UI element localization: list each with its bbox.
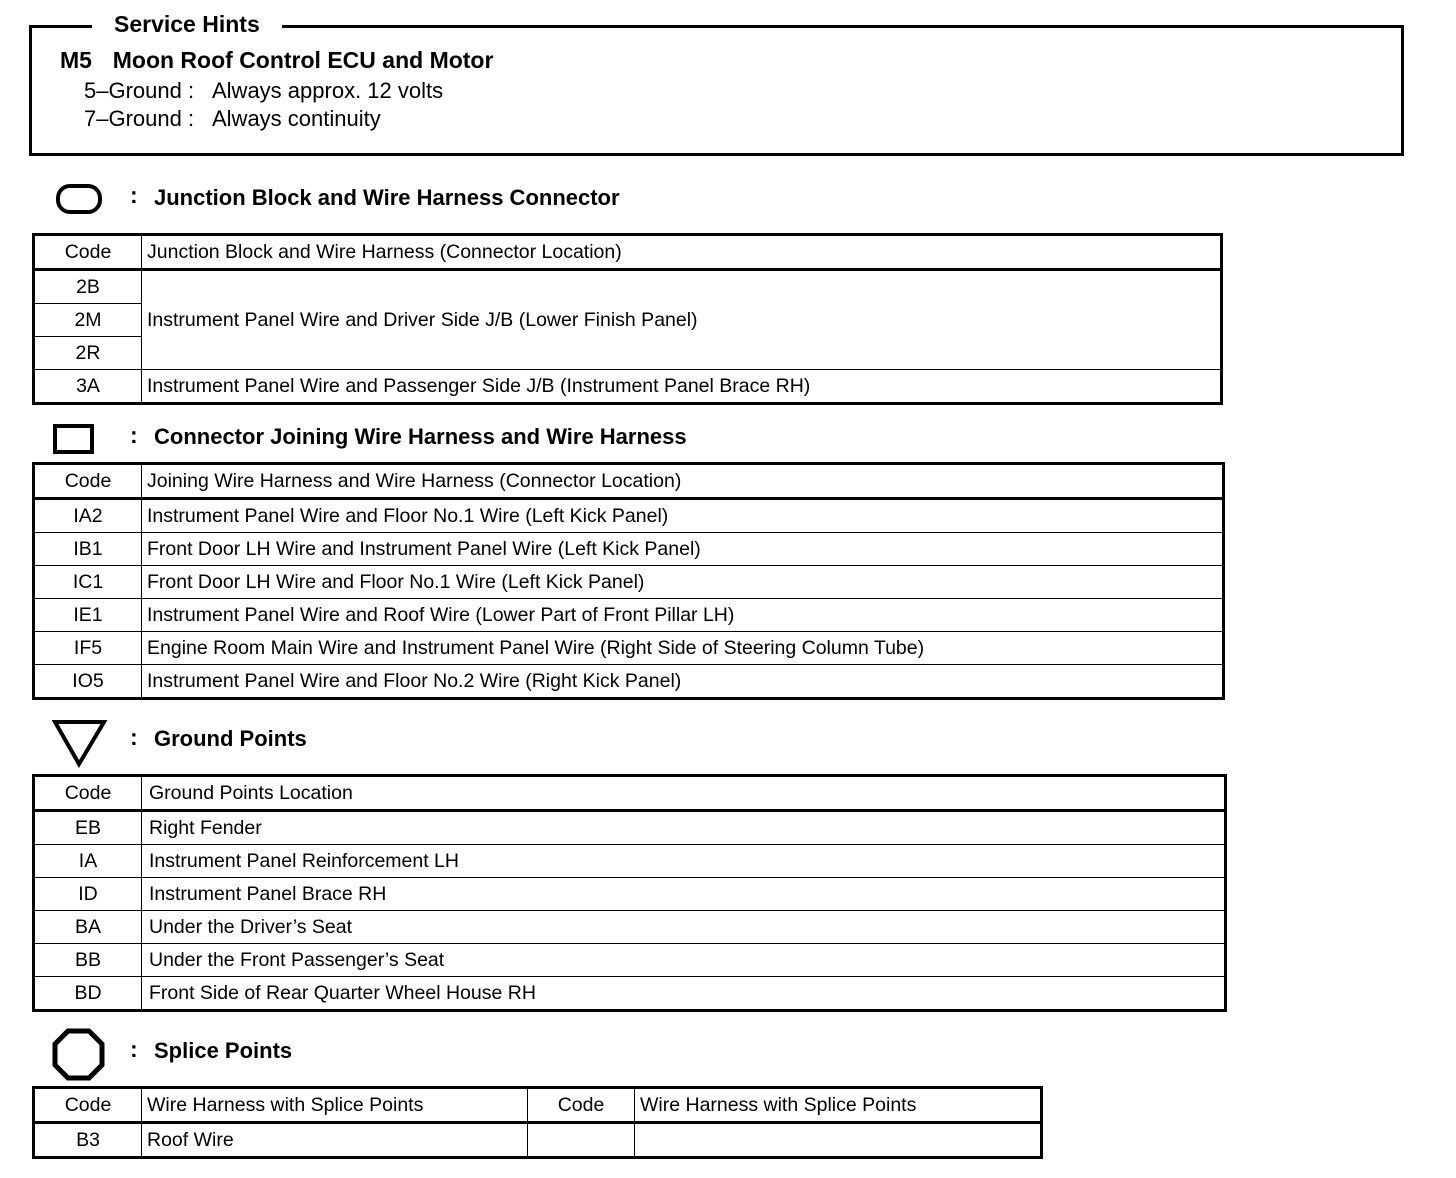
service-hints-heading xyxy=(60,46,493,74)
column-header-code: Code xyxy=(34,235,142,270)
table-row xyxy=(34,566,1224,599)
code-cell: 2R xyxy=(34,337,142,370)
table-row xyxy=(34,878,1226,911)
location-cell: Instrument Panel Wire and Driver Side J/B (Lower Finish Panel) xyxy=(142,270,1222,370)
column-header-code: Code xyxy=(34,1088,142,1123)
connector-table xyxy=(32,462,1225,700)
location-cell: Front Door LH Wire and Floor No.1 Wire (Left Kick Panel) xyxy=(142,566,1224,599)
table-row xyxy=(34,977,1226,1011)
table-row xyxy=(34,270,1222,304)
table-row xyxy=(34,599,1224,632)
table-header-row xyxy=(34,464,1224,499)
code-cell: 3A xyxy=(34,370,142,404)
hint-row xyxy=(84,106,381,132)
table-row xyxy=(34,845,1226,878)
service-hints-title: Service Hints xyxy=(92,10,282,38)
octagon-icon xyxy=(52,1028,112,1084)
junction-table xyxy=(32,233,1223,405)
location-cell: Under the Driver’s Seat xyxy=(142,911,1226,944)
code-cell: ID xyxy=(34,878,142,911)
ground-section-title: Ground Points xyxy=(154,726,307,751)
table-header-row xyxy=(34,235,1222,270)
harness-cell xyxy=(635,1123,1042,1158)
code-cell: IB1 xyxy=(34,533,142,566)
location-cell: Engine Room Main Wire and Instrument Panel Wire (Right Side of Steering Column Tube) xyxy=(142,632,1224,665)
hint-spec: Always continuity xyxy=(212,106,381,131)
code-cell: IE1 xyxy=(34,599,142,632)
location-cell: Instrument Panel Wire and Passenger Side J/B (Instrument Panel Brace RH) xyxy=(142,370,1222,404)
table-header-row xyxy=(34,776,1226,811)
location-cell: Instrument Panel Wire and Roof Wire (Lower Part of Front Pillar LH) xyxy=(142,599,1224,632)
table-row xyxy=(34,1123,1042,1158)
table-row xyxy=(34,533,1224,566)
column-header-code-2: Code xyxy=(528,1088,635,1123)
colon: : xyxy=(130,422,138,448)
code-cell: IA2 xyxy=(34,499,142,533)
table-row xyxy=(34,632,1224,665)
ground-table xyxy=(32,774,1227,1012)
table-row xyxy=(34,811,1226,845)
column-header-harness-2: Wire Harness with Splice Points xyxy=(635,1088,1042,1123)
column-header-location: Joining Wire Harness and Wire Harness (Connector Location) xyxy=(142,464,1224,499)
table-row xyxy=(34,911,1226,944)
table-row xyxy=(34,499,1224,533)
code-cell: 2B xyxy=(34,270,142,304)
code-cell: IC1 xyxy=(34,566,142,599)
location-cell: Right Fender xyxy=(142,811,1226,845)
colon: : xyxy=(130,1036,138,1062)
splice-section-title: Splice Points xyxy=(154,1038,293,1063)
junction-section-title: Junction Block and Wire Harness Connector xyxy=(154,185,620,210)
table-row xyxy=(34,370,1222,404)
table-row xyxy=(34,665,1224,699)
code-cell: BB xyxy=(34,944,142,977)
location-cell: Instrument Panel Reinforcement LH xyxy=(142,845,1226,878)
hint-pin: 5–Ground : xyxy=(84,78,195,103)
column-header-code: Code xyxy=(34,464,142,499)
connector-section-title: Connector Joining Wire Harness and Wire Harness xyxy=(154,424,687,449)
column-header-harness: Wire Harness with Splice Points xyxy=(142,1088,528,1123)
colon: : xyxy=(130,724,138,750)
table-header-row xyxy=(34,1088,1042,1123)
component-code: M5 xyxy=(60,47,92,73)
column-header-code: Code xyxy=(34,776,142,811)
code-cell: BD xyxy=(34,977,142,1011)
location-cell: Front Door LH Wire and Instrument Panel Wire (Left Kick Panel) xyxy=(142,533,1224,566)
table-row xyxy=(34,944,1226,977)
component-name: Moon Roof Control ECU and Motor xyxy=(112,47,494,73)
column-header-location: Junction Block and Wire Harness (Connector Location) xyxy=(142,235,1222,270)
location-cell: Instrument Panel Wire and Floor No.1 Wire (Left Kick Panel) xyxy=(142,499,1224,533)
harness-cell: Roof Wire xyxy=(142,1123,528,1158)
code-cell: EB xyxy=(34,811,142,845)
column-header-location: Ground Points Location xyxy=(142,776,1226,811)
splice-table xyxy=(32,1086,1043,1159)
location-cell: Front Side of Rear Quarter Wheel House RH xyxy=(142,977,1226,1011)
rounded-rectangle-icon xyxy=(52,178,112,220)
hint-pin: 7–Ground : xyxy=(84,106,195,131)
colon: : xyxy=(130,182,138,208)
hint-spec: Always approx. 12 volts xyxy=(212,78,444,103)
location-cell: Instrument Panel Wire and Floor No.2 Wire (Right Kick Panel) xyxy=(142,665,1224,699)
code-cell xyxy=(528,1123,635,1158)
hint-row xyxy=(84,78,443,104)
location-cell: Instrument Panel Brace RH xyxy=(142,878,1226,911)
code-cell: B3 xyxy=(34,1123,142,1158)
code-cell: IO5 xyxy=(34,665,142,699)
triangle-down-icon xyxy=(52,716,112,768)
code-cell: BA xyxy=(34,911,142,944)
location-cell: Under the Front Passenger’s Seat xyxy=(142,944,1226,977)
code-cell: 2M xyxy=(34,304,142,337)
code-cell: IF5 xyxy=(34,632,142,665)
code-cell: IA xyxy=(34,845,142,878)
square-icon xyxy=(52,416,112,458)
